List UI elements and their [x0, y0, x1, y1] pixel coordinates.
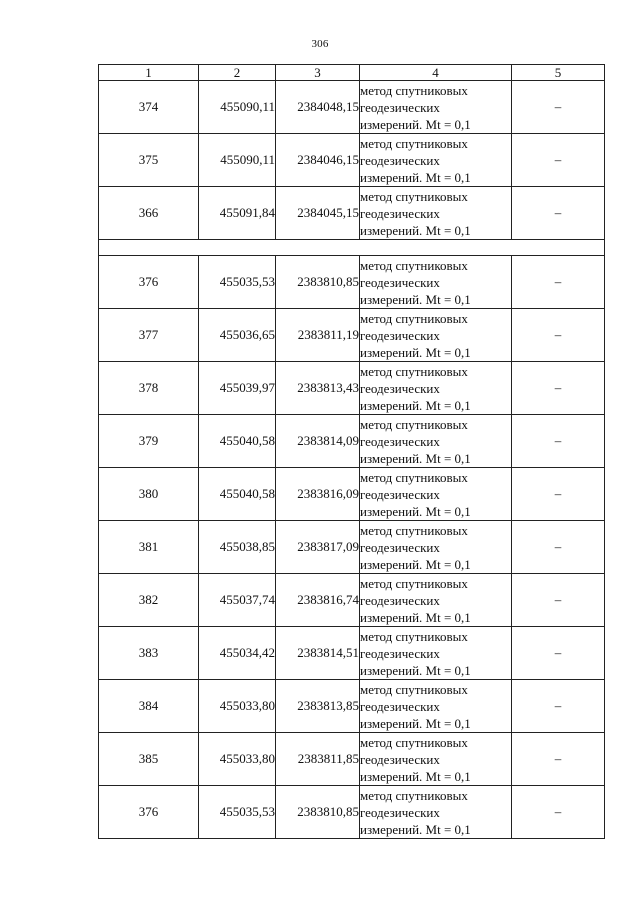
note-cell: –	[512, 134, 605, 187]
method-text-line: измерений. Mt = 0,1	[360, 291, 471, 307]
table-row	[99, 309, 605, 362]
coordinate-x-cell: 455034,42	[199, 627, 276, 680]
coordinate-x-cell: 455039,97	[199, 362, 276, 415]
table-row	[99, 521, 605, 574]
point-number-cell: 378	[99, 362, 199, 415]
note-cell: –	[512, 574, 605, 627]
method-text-line: измерений. Mt = 0,1	[360, 222, 471, 238]
method-text-line: измерений. Mt = 0,1	[360, 116, 471, 132]
method-cell	[360, 574, 512, 627]
coordinate-y-cell: 2383810,85	[276, 256, 360, 309]
point-number-cell: 384	[99, 680, 199, 733]
column-header-3: 3	[276, 65, 360, 81]
method-text-line: метод спутниковых	[360, 522, 468, 538]
note-cell: –	[512, 521, 605, 574]
coordinate-x-cell: 455033,80	[199, 680, 276, 733]
table-row	[99, 468, 605, 521]
method-text-line: метод спутниковых	[360, 363, 468, 379]
point-number-cell: 382	[99, 574, 199, 627]
coordinate-x-cell: 455038,85	[199, 521, 276, 574]
method-text-line: измерений. Mt = 0,1	[360, 450, 471, 466]
note-cell: –	[512, 468, 605, 521]
coordinate-y-cell: 2383814,51	[276, 627, 360, 680]
coordinate-x-cell: 455040,58	[199, 415, 276, 468]
method-text-line: геодезических	[360, 698, 440, 714]
method-text-line: измерений. Mt = 0,1	[360, 821, 471, 837]
page-number: 306	[311, 38, 329, 50]
note-cell: –	[512, 733, 605, 786]
method-cell	[360, 733, 512, 786]
note-cell: –	[512, 786, 605, 839]
method-text-line: метод спутниковых	[360, 82, 468, 98]
table-row	[99, 256, 605, 309]
coordinate-y-cell: 2383811,85	[276, 733, 360, 786]
method-text-line: измерений. Mt = 0,1	[360, 715, 471, 731]
method-text-line: геодезических	[360, 99, 440, 115]
table-row	[99, 81, 605, 134]
method-text-line: измерений. Mt = 0,1	[360, 768, 471, 784]
method-cell	[360, 521, 512, 574]
method-cell	[360, 627, 512, 680]
method-text-line: геодезических	[360, 433, 440, 449]
table-header-row	[99, 65, 605, 81]
point-number-cell: 366	[99, 187, 199, 240]
method-text-line: измерений. Mt = 0,1	[360, 397, 471, 413]
coordinate-x-cell: 455090,11	[199, 134, 276, 187]
column-header-2: 2	[199, 65, 276, 81]
method-text-line: геодезических	[360, 327, 440, 343]
point-number-cell: 376	[99, 786, 199, 839]
method-text-line: геодезических	[360, 804, 440, 820]
point-number-cell: 379	[99, 415, 199, 468]
method-cell	[360, 680, 512, 733]
table-row	[99, 627, 605, 680]
method-text-line: метод спутниковых	[360, 257, 468, 273]
method-text-line: геодезических	[360, 274, 440, 290]
method-text-line: геодезических	[360, 751, 440, 767]
method-text-line: метод спутниковых	[360, 469, 468, 485]
point-number-cell: 374	[99, 81, 199, 134]
table-row	[99, 574, 605, 627]
point-number-cell: 381	[99, 521, 199, 574]
group-separator-cell	[99, 240, 605, 256]
table-row	[99, 187, 605, 240]
method-text-line: геодезических	[360, 152, 440, 168]
table-row	[99, 134, 605, 187]
point-number-cell: 380	[99, 468, 199, 521]
coordinate-x-cell: 455090,11	[199, 81, 276, 134]
table-row	[99, 362, 605, 415]
method-text-line: геодезических	[360, 645, 440, 661]
note-cell: –	[512, 309, 605, 362]
method-cell	[360, 81, 512, 134]
coordinate-x-cell: 455033,80	[199, 733, 276, 786]
point-number-cell: 385	[99, 733, 199, 786]
method-cell	[360, 187, 512, 240]
method-text-line: метод спутниковых	[360, 787, 468, 803]
coordinate-y-cell: 2383816,74	[276, 574, 360, 627]
coordinate-x-cell: 455091,84	[199, 187, 276, 240]
method-cell	[360, 134, 512, 187]
method-text-line: измерений. Mt = 0,1	[360, 609, 471, 625]
coordinate-y-cell: 2384045,15	[276, 187, 360, 240]
column-header-5: 5	[512, 65, 605, 81]
table-row	[99, 415, 605, 468]
table-row	[99, 680, 605, 733]
method-text-line: метод спутниковых	[360, 575, 468, 591]
coordinates-table	[98, 64, 605, 839]
note-cell: –	[512, 187, 605, 240]
method-text-line: метод спутниковых	[360, 681, 468, 697]
method-text-line: геодезических	[360, 380, 440, 396]
point-number-cell: 375	[99, 134, 199, 187]
coordinate-y-cell: 2383814,09	[276, 415, 360, 468]
method-cell	[360, 468, 512, 521]
method-text-line: геодезических	[360, 539, 440, 555]
point-number-cell: 376	[99, 256, 199, 309]
method-text-line: измерений. Mt = 0,1	[360, 344, 471, 360]
column-header-4: 4	[360, 65, 512, 81]
note-cell: –	[512, 362, 605, 415]
note-cell: –	[512, 81, 605, 134]
method-text-line: измерений. Mt = 0,1	[360, 169, 471, 185]
note-cell: –	[512, 415, 605, 468]
coordinate-x-cell: 455040,58	[199, 468, 276, 521]
method-cell	[360, 415, 512, 468]
method-text-line: метод спутниковых	[360, 628, 468, 644]
coordinates-table-body	[99, 65, 605, 839]
method-text-line: метод спутниковых	[360, 188, 468, 204]
method-text-line: измерений. Mt = 0,1	[360, 556, 471, 572]
method-text-line: метод спутниковых	[360, 310, 468, 326]
method-cell	[360, 309, 512, 362]
coordinate-x-cell: 455035,53	[199, 256, 276, 309]
method-text-line: измерений. Mt = 0,1	[360, 503, 471, 519]
method-text-line: метод спутниковых	[360, 135, 468, 151]
point-number-cell: 383	[99, 627, 199, 680]
column-header-1: 1	[99, 65, 199, 81]
method-text-line: измерений. Mt = 0,1	[360, 662, 471, 678]
coordinate-y-cell: 2383813,43	[276, 362, 360, 415]
coordinate-y-cell: 2383810,85	[276, 786, 360, 839]
coordinate-x-cell: 455035,53	[199, 786, 276, 839]
coordinate-x-cell: 455037,74	[199, 574, 276, 627]
coordinate-y-cell: 2383813,85	[276, 680, 360, 733]
point-number-cell: 377	[99, 309, 199, 362]
table-row	[99, 786, 605, 839]
coordinate-y-cell: 2383817,09	[276, 521, 360, 574]
note-cell: –	[512, 680, 605, 733]
coordinate-y-cell: 2383816,09	[276, 468, 360, 521]
method-cell	[360, 786, 512, 839]
coordinate-y-cell: 2383811,19	[276, 309, 360, 362]
method-text-line: метод спутниковых	[360, 734, 468, 750]
method-cell	[360, 256, 512, 309]
method-text-line: метод спутниковых	[360, 416, 468, 432]
coordinate-y-cell: 2384048,15	[276, 81, 360, 134]
method-cell	[360, 362, 512, 415]
group-separator-row	[99, 240, 605, 256]
note-cell: –	[512, 627, 605, 680]
note-cell: –	[512, 256, 605, 309]
coordinate-y-cell: 2384046,15	[276, 134, 360, 187]
table-row	[99, 733, 605, 786]
method-text-line: геодезических	[360, 486, 440, 502]
method-text-line: геодезических	[360, 592, 440, 608]
coordinate-x-cell: 455036,65	[199, 309, 276, 362]
method-text-line: геодезических	[360, 205, 440, 221]
